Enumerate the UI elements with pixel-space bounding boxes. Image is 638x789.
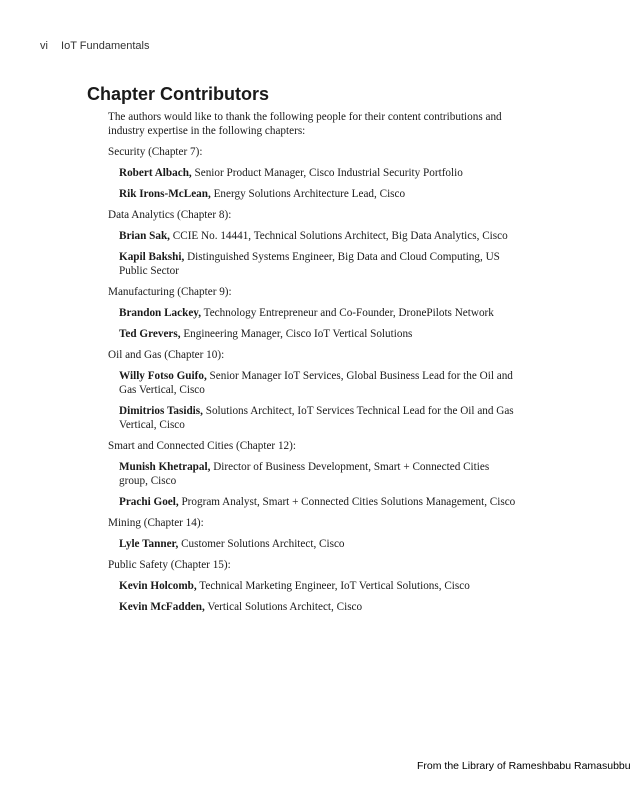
contributor-name: Willy Fotso Guifo, xyxy=(119,370,207,382)
contributor-role: Customer Solutions Architect, Cisco xyxy=(178,538,345,550)
page-title: Chapter Contributors xyxy=(87,84,269,104)
contributor-name: Kevin McFadden, xyxy=(119,601,205,613)
contributor-name: Lyle Tanner, xyxy=(119,538,179,550)
contributor-role: Solutions Architect, IoT Services Technical Lead for the Oil and Gas Vertical, Cisco xyxy=(119,405,514,431)
contributor-role: Energy Solutions Architecture Lead, Cisco xyxy=(210,188,406,200)
section-heading: Smart and Connected Cities (Chapter 12): xyxy=(108,440,296,452)
contributors-content xyxy=(108,110,528,621)
contributor-name: Kapil Bakshi, xyxy=(119,251,185,263)
section-heading: Security (Chapter 7): xyxy=(108,146,203,158)
contributor-name: Dimitrios Tasidis, xyxy=(119,405,203,417)
page-number: vi xyxy=(40,40,48,52)
contributor-entry xyxy=(119,600,519,614)
contributor-name: Robert Albach, xyxy=(119,167,192,179)
contributor-role: Senior Product Manager, Cisco Industrial Security Portfolio xyxy=(191,167,463,179)
contributor-role: Director of Business Development, Smart + Connected Cities group, Cisco xyxy=(119,461,490,487)
contributor-role: CCIE No. 14441, Technical Solutions Architect, Big Data Analytics, Cisco xyxy=(169,230,508,242)
contributor-role: Distinguished Systems Engineer, Big Data and Cloud Computing, US Public Sector xyxy=(119,251,500,277)
contributor-entry xyxy=(119,579,519,593)
contributor-entry xyxy=(119,229,519,243)
contributor-role: Vertical Solutions Architect, Cisco xyxy=(204,601,363,613)
contributor-name: Prachi Goel, xyxy=(119,496,179,508)
contributor-entry xyxy=(119,166,519,180)
contributor-entry xyxy=(119,327,519,341)
contributor-name: Ted Grevers, xyxy=(119,328,181,340)
section-heading: Public Safety (Chapter 15): xyxy=(108,559,231,571)
section-heading: Mining (Chapter 14): xyxy=(108,517,204,529)
contributor-name: Munish Khetrapal, xyxy=(119,461,211,473)
contributor-section xyxy=(108,558,528,614)
contributor-section xyxy=(108,208,528,278)
contributor-role: Senior Manager IoT Services, Global Business Lead for the Oil and Gas Vertical, Cisco xyxy=(119,370,513,396)
contributor-entry xyxy=(119,306,519,320)
library-footer: From the Library of Rameshbabu Ramasubbu xyxy=(417,760,631,772)
section-heading: Data Analytics (Chapter 8): xyxy=(108,209,232,221)
contributor-entry xyxy=(119,460,519,488)
section-heading: Manufacturing (Chapter 9): xyxy=(108,286,232,298)
contributor-entry xyxy=(119,250,519,278)
contributor-name: Brian Sak, xyxy=(119,230,170,242)
contributor-section xyxy=(108,439,528,509)
contributor-role: Technical Marketing Engineer, IoT Vertical Solutions, Cisco xyxy=(196,580,470,592)
running-head xyxy=(40,40,149,52)
contributor-name: Rik Irons-McLean, xyxy=(119,188,211,200)
contributor-section xyxy=(108,516,528,551)
contributor-role: Technology Entrepreneur and Co-Founder, DronePilots Network xyxy=(201,307,494,319)
contributor-section xyxy=(108,285,528,341)
contributor-entry xyxy=(119,495,519,509)
contributor-entry xyxy=(119,187,519,201)
contributor-section xyxy=(108,348,528,432)
contributor-name: Brandon Lackey, xyxy=(119,307,202,319)
contributor-name: Kevin Holcomb, xyxy=(119,580,197,592)
contributor-entry xyxy=(119,369,519,397)
contributor-sections xyxy=(108,145,528,614)
book-title: IoT Fundamentals xyxy=(61,40,150,52)
contributor-entry xyxy=(119,537,519,551)
section-heading: Oil and Gas (Chapter 10): xyxy=(108,349,225,361)
contributor-entry xyxy=(119,404,519,432)
contributor-section xyxy=(108,145,528,201)
intro-paragraph: The authors would like to thank the following people for their content contributions and industry expertise in the following chapters: xyxy=(108,111,502,137)
contributor-role: Program Analyst, Smart + Connected Cities Solutions Management, Cisco xyxy=(178,496,516,508)
contributor-role: Engineering Manager, Cisco IoT Vertical Solutions xyxy=(180,328,413,340)
